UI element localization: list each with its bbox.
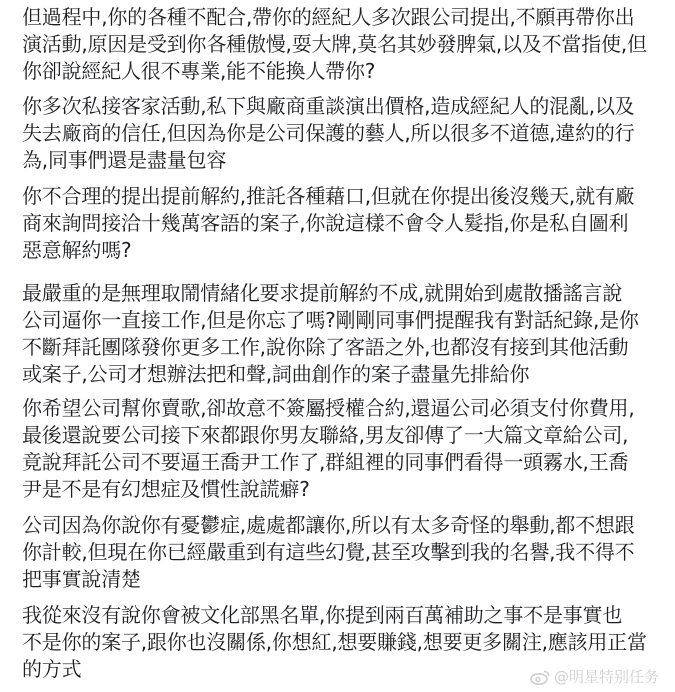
paragraph: [22, 395, 634, 503]
paragraph-line: 公司因為你說你有憂鬱症,處處都讓你,所以有太多奇怪的舉動,都不想跟: [22, 513, 635, 537]
paragraph-line: 你卻說經紀人很不專業,能不能換人帶你?: [22, 59, 376, 83]
paragraph-line: 最後還說要公司接下來都跟你男友聯絡,男友卻傳了一大篇文章給公司,: [22, 423, 629, 447]
paragraph: [22, 280, 639, 388]
paragraph-line: 你希望公司幫你賣歌,卻故意不簽屬授權合約,還逼公司必須支付你費用,: [22, 396, 635, 420]
paragraph-line: 你計較,但現在你已經嚴重到有這些幻覺,甚至攻擊到我的名譽,我不得不: [22, 540, 635, 564]
paragraph-line: 不是你的案子,跟你也沒關係,你想紅,想要賺錢,想要更多關注,應該用正當: [22, 630, 647, 654]
paragraph-line: 不斷拜託團隊發你更多工作,說你除了客語之外,也都沒有接到其他活動: [22, 335, 629, 359]
paragraph-line: 或案子,公司才想辦法把和聲,詞曲創作的案子盡量先排給你: [22, 362, 530, 386]
paragraph-line: 演活動,原因是受到你各種傲慢,耍大牌,莫名其妙發脾氣,以及不當指使,但: [22, 32, 647, 56]
paragraph: [22, 183, 634, 264]
paragraph-line: 為,同事們還是盡量包容: [22, 148, 227, 172]
paragraph-line: 把事實說清楚: [22, 567, 141, 591]
paragraph: [22, 4, 647, 85]
paragraph-line: 我從來沒有說你會被文化部黑名單,你提到兩百萬補助之事不是事實也: [22, 603, 623, 627]
paragraph-line: 你多次私接客家活動,私下與廠商重談演出價格,造成經紀人的混亂,以及: [22, 94, 635, 118]
paragraph-line: 竟說拜託公司不要逼王喬尹工作了,群組裡的同事們看得一頭霧水,王喬: [22, 450, 629, 474]
paragraph-line: 的方式: [22, 657, 82, 681]
watermark-text: @明星特别任务: [553, 668, 659, 686]
watermark: [530, 666, 659, 687]
paragraph-line: 惡意解約嗎?: [22, 238, 132, 262]
paragraph-line: 公司逼你一直接工作,但是你忘了嗎?剛剛同事們提醒我有對話紀錄,是你: [22, 308, 639, 332]
paragraph-line: 最嚴重的是無理取鬧情緒化要求提前解約不成,就開始到處散播謠言說: [22, 281, 623, 305]
paragraph-line: 你不合理的提出提前解約,推託各種藉口,但就在你提出後沒幾天,就有廠: [22, 184, 635, 208]
paragraph-line: 失去廠商的信任,但因為你是公司保護的藝人,所以很多不道德,違約的行: [22, 121, 635, 145]
paragraph-line: 但過程中,你的各種不配合,帶你的經紀人多次跟公司提出,不願再帶你出: [22, 5, 635, 29]
weibo-icon: [530, 669, 550, 685]
paragraph: [22, 93, 634, 174]
paragraph-line: 尹是不是有幻想症及慣性說謊癖?: [22, 477, 310, 501]
paragraph-line: 商來詢問接洽十幾萬客語的案子,你說這樣不會令人髮指,你是私自圖利: [22, 211, 629, 235]
paragraph: [22, 512, 634, 593]
